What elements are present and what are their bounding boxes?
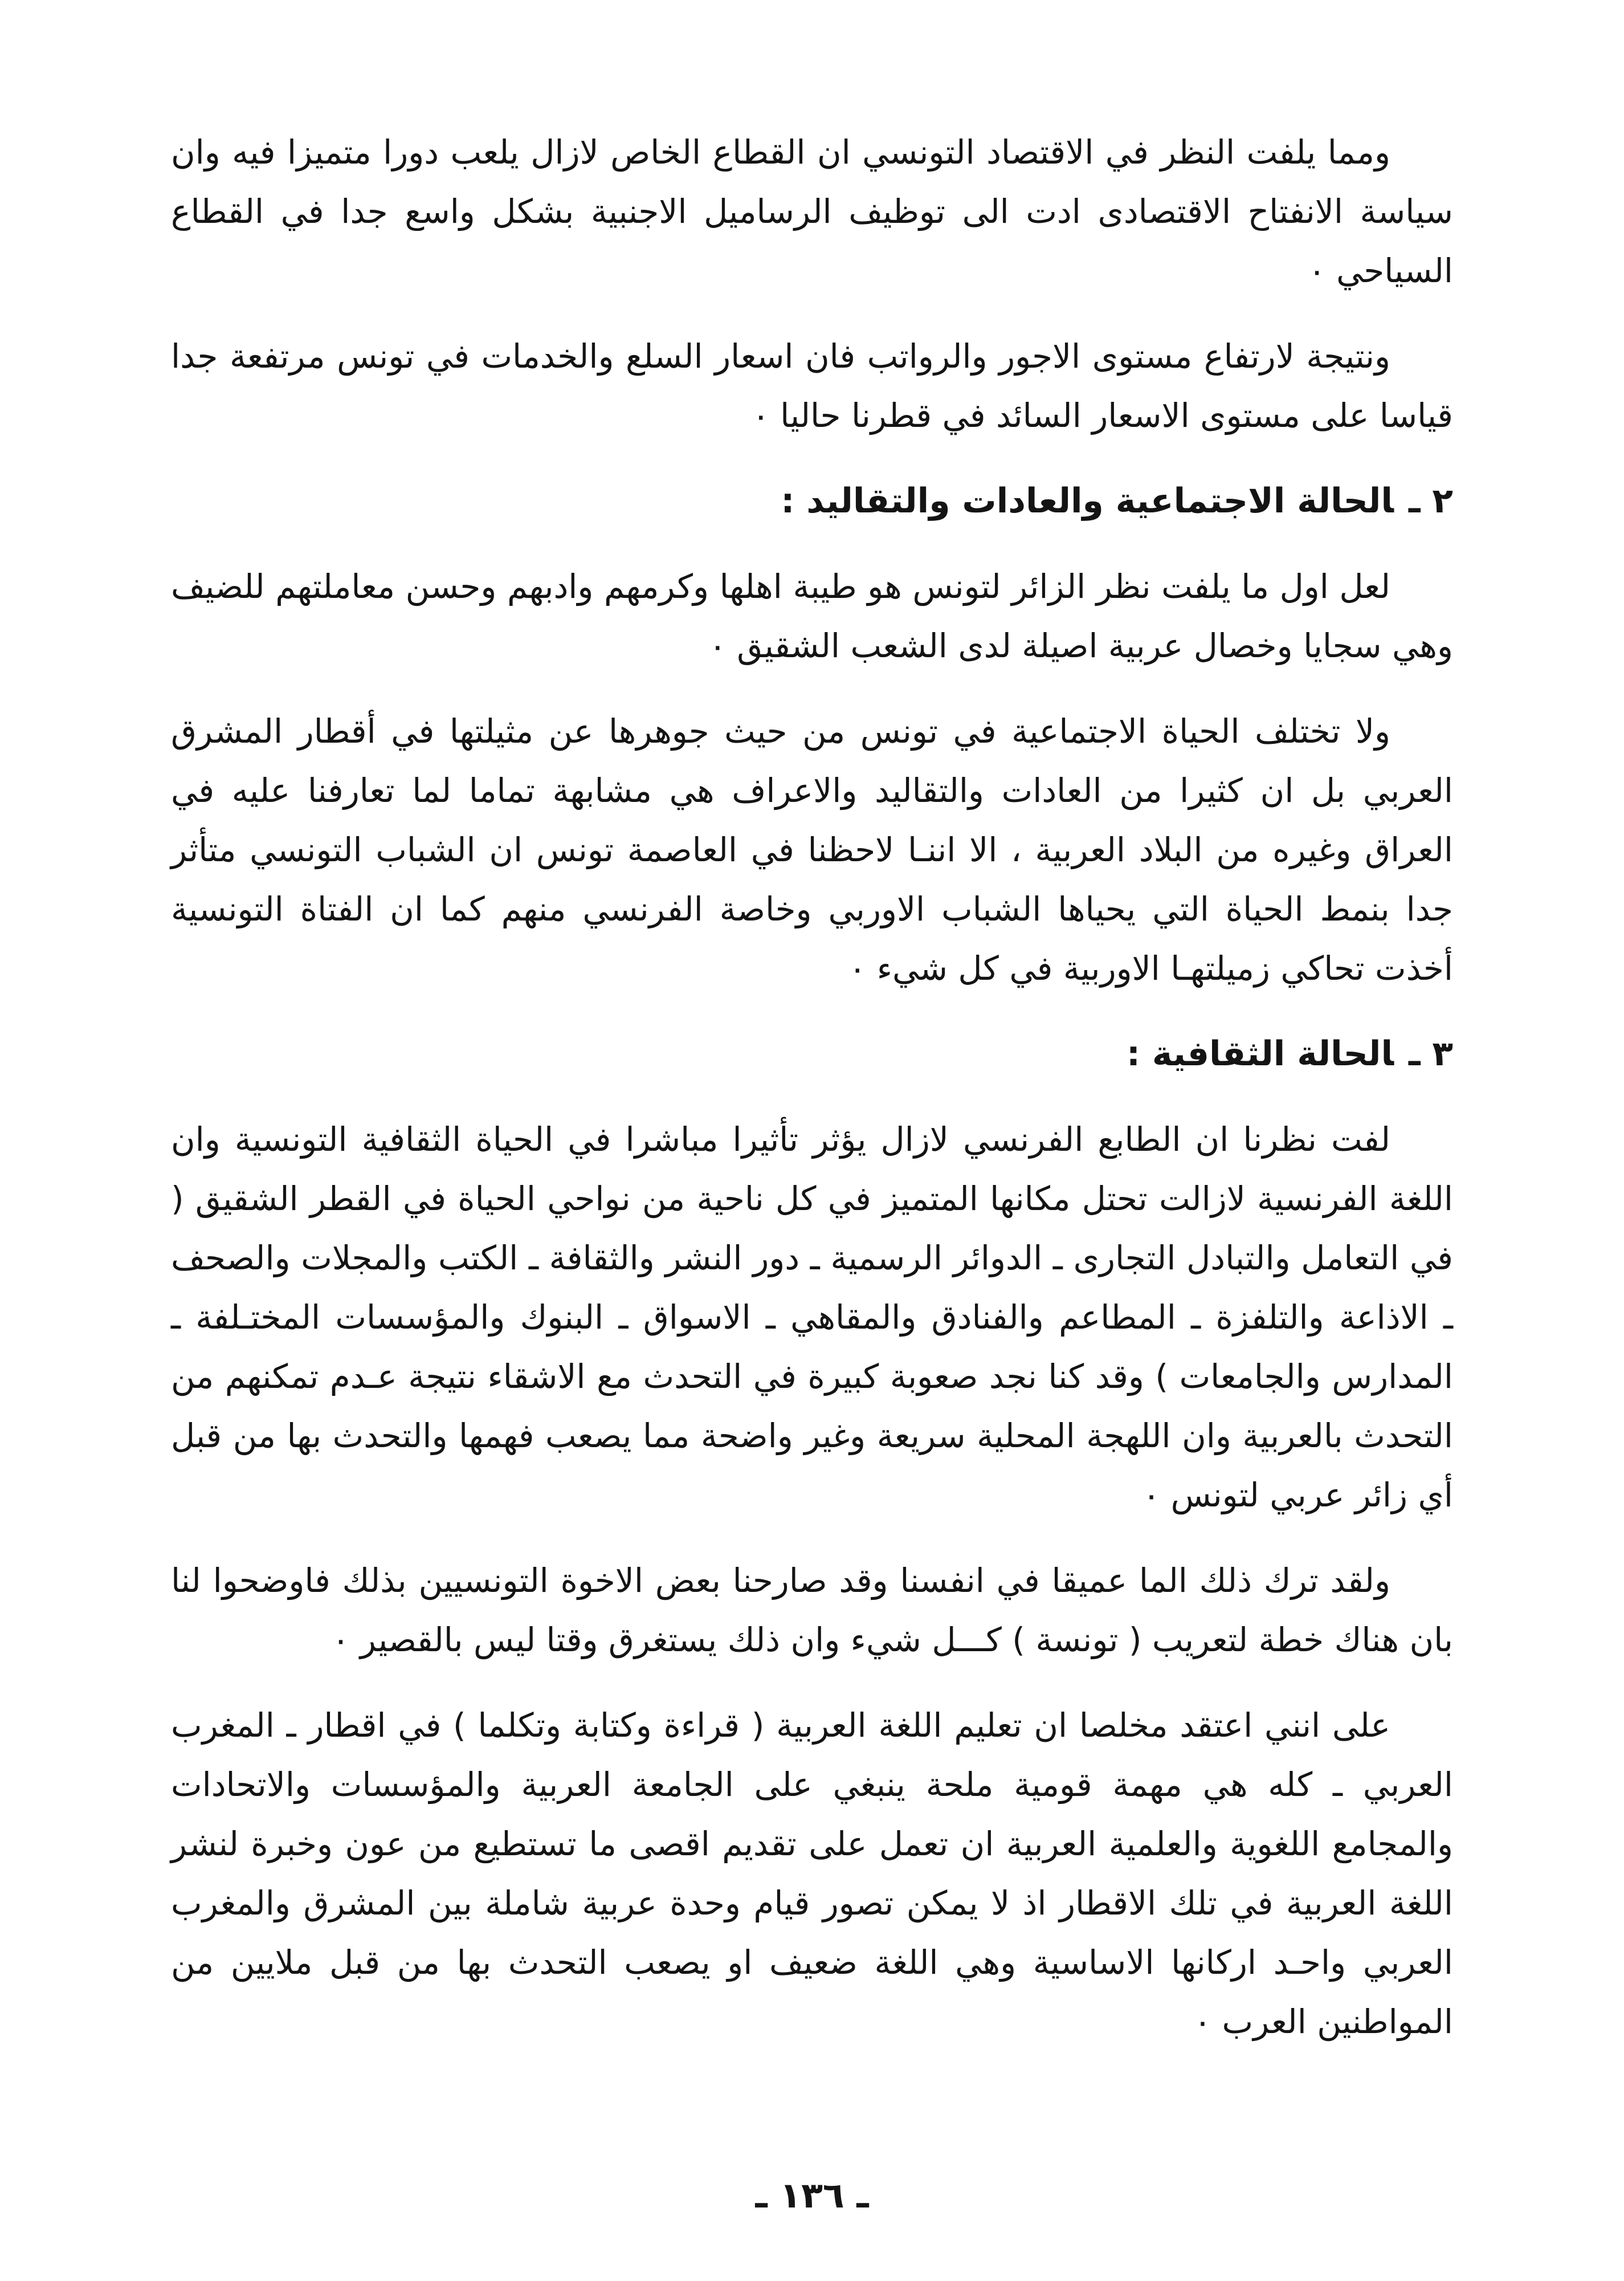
section-heading-cultural (171, 1024, 1453, 1084)
paragraph-arabization: ولقد ترك ذلك الما عميقا في انفسنا وقد صارحنا بعض الاخوة التونسيين بذلك فاوضحوا لنا بان هناك خطة لتعريب ( تونسة ) كـــل شيء وان ذلك يستغرق وقتا ليس بالقصير ٠ (171, 1561, 1453, 1659)
page-number: ـ ١٣٦ ـ (755, 2174, 869, 2216)
section-number: ٢ ـ (1408, 481, 1453, 521)
paragraph-hospitality: لعل اول ما يلفت نظر الزائر لتونس هو طيبة اهلها وكرمهم وادبهم وحسن معاملتهم للضيف وهي سجايا وخصال عربية اصيلة لدى الشعب الشقيق ٠ (171, 567, 1453, 665)
section-number: ٣ ـ (1408, 1034, 1453, 1074)
paragraph-arabic-teaching: على انني اعتقد مخلصا ان تعليم اللغة العربية ( قراءة وكتابة وتكلما ) في اقطار ـ المغرب العربي ـ كله هي مهمة قومية ملحة ينبغي على الجامعة العربية والمؤسسات والاتحادات والمجامع اللغوية والعلمية العربية ان تعمل على تقديم اقصى ما تستطيع من عون وخبرة لنشر اللغة العربية في تلك الاقطار اذ لا يمكن تصور قيام وحدة عربية شاملة بين المشرق والمغرب العربي واحـد اركانها الاساسية وهي اللغة ضعيف او يصعب التحدث بها من قبل ملايين من المواطنين العرب ٠ (171, 1706, 1453, 2041)
section-title: الحالة الاجتماعية والعادات والتقاليد : (781, 481, 1394, 521)
section-title: الحالة الثقافية : (1126, 1034, 1394, 1074)
paragraph-french-influence: لفت نظرنا ان الطابع الفرنسي لازال يؤثر تأثيرا مباشرا في الحياة الثقافية التونسية وان اللغة الفرنسية لازالت تحتل مكانها المتميز في كل ناحية من نواحي الحياة في القطر الشقيق ( في التعامل والتبادل التجارى ـ الدوائر الرسمية ـ دور النشر والثقافة ـ الكتب والمجلات والصحف ـ الاذاعة والتلفزة ـ المطاعم والفنادق والمقاهي ـ الاسواق ـ البنوك والمؤسسات المختـلفة ـ المدارس والجامعات ) وقد كنا نجد صعوبة كبيرة في التحدث مع الاشقاء نتيجة عـدم تمكنهم من التحدث بالعربية وان اللهجة المحلية سريعة وغير واضحة مما يصعب فهمها والتحدث بها من قبل أي زائر عربي لتونس ٠ (171, 1120, 1453, 1514)
section-heading-social (171, 471, 1453, 531)
paragraph-social-life: ولا تختلف الحياة الاجتماعية في تونس من حيث جوهرها عن مثيلتها في أقطار المشرق العربي بل ان كثيرا من العادات والتقاليد والاعراف هي مشابهة تماما لما تعارفنا عليه في العراق وغيره من البلاد العربية ، الا اننـا لاحظنا في العاصمة تونس ان الشباب التونسي متأثر جدا بنمط الحياة التي يحياها الشباب الاوربي وخاصة الفرنسي منهم كما ان الفتاة التونسية أخذت تحاكي زميلتهـا الاوربية في كل شيء ٠ (171, 712, 1453, 988)
paragraph-prices: ونتيجة لارتفاع مستوى الاجور والرواتب فان اسعار السلع والخدمات في تونس مرتفعة جدا قياسا على مستوى الاسعار السائد في قطرنا حاليا ٠ (171, 337, 1453, 435)
paragraph-economy-private-sector: ومما يلفت النظر في الاقتصاد التونسي ان القطاع الخاص لازال يلعب دورا متميزا فيه وان سياسة الانفتاح الاقتصادى ادت الى توظيف الرساميل الاجنبية بشكل واسع جدا في القطاع السياحي ٠ (171, 133, 1453, 290)
page-content (171, 123, 1453, 2078)
